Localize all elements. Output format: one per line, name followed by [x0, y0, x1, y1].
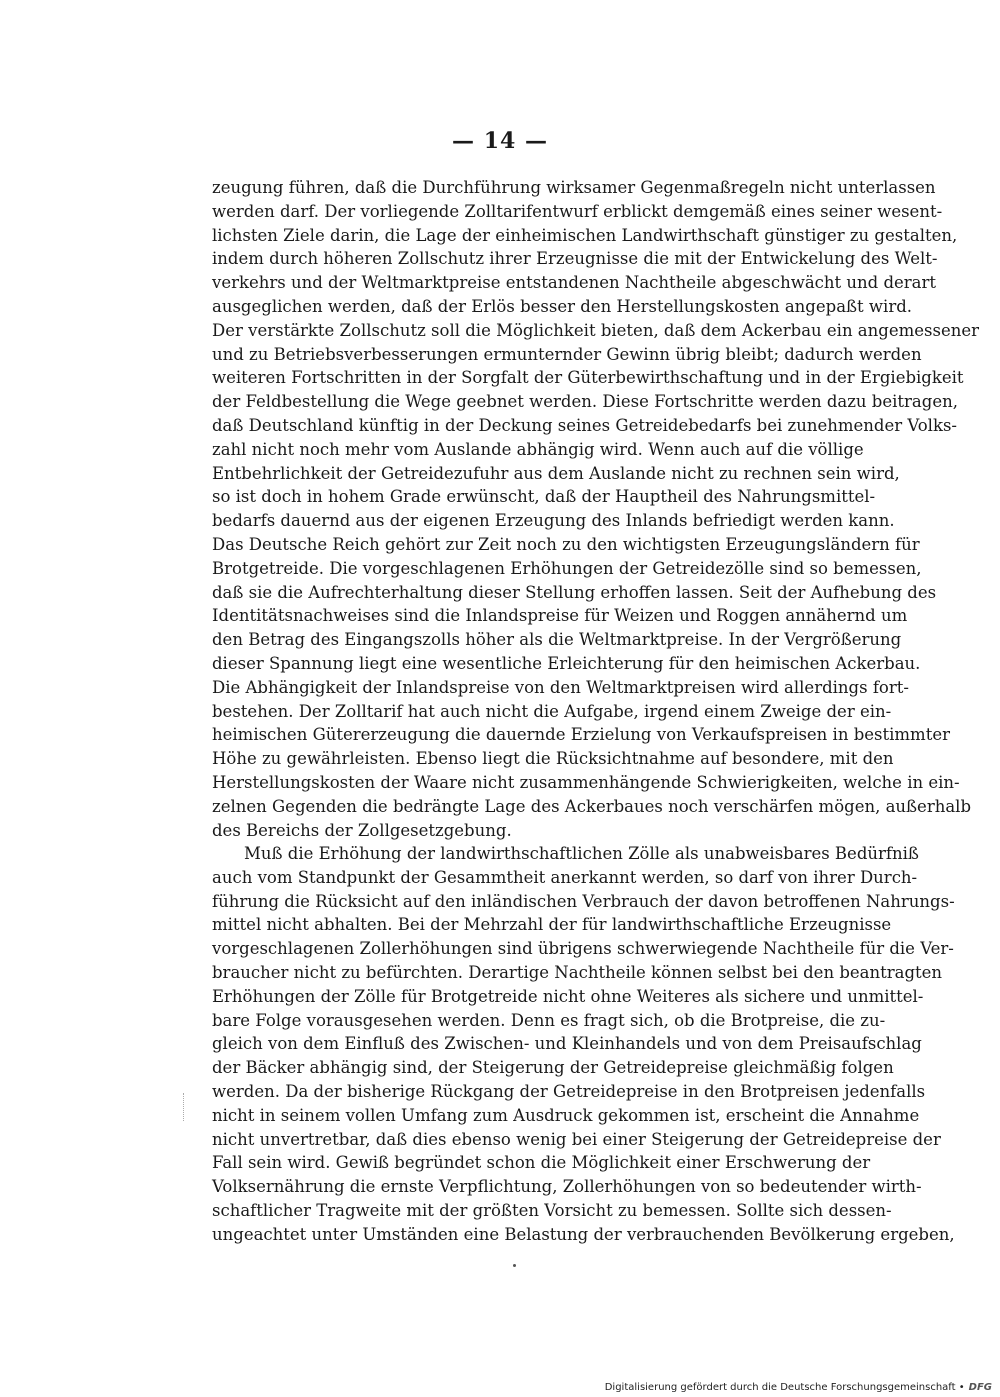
margin-mark: [183, 1093, 186, 1121]
text-line: indem durch höheren Zollschutz ihrer Erzeugnisse die mit der Entwickelung des Welt-: [212, 249, 938, 269]
text-line: Volksernährung die ernste Verpflichtung, Zollerhöhungen von so bedeutender wirth-: [212, 1177, 922, 1197]
text-line: und zu Betriebsverbesserungen ermunternder Gewinn übrig bleibt; dadurch werden: [212, 344, 922, 364]
text-line: Muß die Erhöhung der landwirthschaftlichen Zölle als unabweisbares Bedürfniß: [244, 844, 919, 863]
text-line: braucher nicht zu befürchten. Derartige Nachtheile können selbst bei den beantragten: [212, 962, 943, 982]
text-line: zeugung führen, daß die Durchführung wirksamer Gegenmaßregeln nicht unterlassen: [212, 178, 936, 197]
text-line: Fall sein wird. Gewiß begründet schon die Möglichkeit einer Erschwerung der: [212, 1153, 871, 1173]
text-line: der Bäcker abhängig sind, der Steigerung der Getreidepreise gleichmäßig folgen: [212, 1058, 894, 1078]
text-line: der Feldbestellung die Wege geebnet werden. Diese Fortschritte werden dazu beitragen,: [212, 392, 958, 412]
text-line: Erhöhungen der Zölle für Brotgetreide nicht ohne Weiteres als sichere und unmittel-: [212, 986, 924, 1006]
text-line: Brotgetreide. Die vorgeschlagenen Erhöhungen der Getreidezölle sind so bemessen,: [212, 558, 922, 578]
paragraph-2: [212, 842, 955, 1247]
text-line: schaftlicher Tragweite mit der größten Vorsicht zu bemessen. Sollte sich dessen-: [212, 1200, 892, 1220]
digitization-note: Digitalisierung gefördert durch die Deutsche Forschungsgemeinschaft •: [604, 1382, 965, 1393]
text-line: führung die Rücksicht auf den inländischen Verbrauch der davon betroffenen Nahrungs-: [212, 891, 955, 911]
paragraph-1: [212, 176, 979, 842]
text-line: daß sie die Aufrechterhaltung dieser Stellung erhoffen lassen. Seit der Aufhebung des: [212, 582, 937, 602]
text-line: auch vom Standpunkt der Gesammtheit anerkannt werden, so darf von ihrer Durch-: [212, 867, 918, 887]
text-line: so ist doch in hohem Grade erwünscht, daß der Hauptheil des Nahrungsmittel-: [212, 487, 876, 507]
text-line: zahl nicht noch mehr vom Auslande abhängig wird. Wenn auch auf die völlige: [212, 439, 864, 459]
text-line: ungeachtet unter Umständen eine Belastung der verbrauchenden Bevölkerung ergeben,: [212, 1224, 955, 1244]
text-line: zelnen Gegenden die bedrängte Lage des Ackerbaues noch verschärfen mögen, außerhalb: [212, 796, 972, 816]
text-line: bare Folge vorausgesehen werden. Denn es fragt sich, ob die Brotpreise, die zu-: [212, 1010, 886, 1030]
text-line: ausgeglichen werden, daß der Erlös besser den Herstellungskosten angepaßt wird.: [212, 296, 913, 316]
text-line: dieser Spannung liegt eine wesentliche Erleichterung für den heimischen Ackerbau.: [212, 653, 921, 673]
digitization-footer: [605, 1382, 992, 1393]
text-line: gleich von dem Einfluß des Zwischen- und Kleinhandels und von dem Preisaufschlag: [212, 1034, 922, 1054]
text-line: heimischen Gütererzeugung die dauernde Erzielung von Verkaufspreisen in bestimmter: [212, 725, 950, 745]
text-line: Das Deutsche Reich gehört zur Zeit noch zu den wichtigsten Erzeugungsländern für: [212, 534, 920, 554]
text-line: Höhe zu gewährleisten. Ebenso liegt die Rücksichtnahme auf besondere, mit den: [212, 749, 894, 769]
text-line: bedarfs dauernd aus der eigenen Erzeugung des Inlands befriedigt werden kann.: [212, 511, 895, 531]
dfg-logo: DFG: [968, 1382, 992, 1393]
text-line: Entbehrlichkeit der Getreidezufuhr aus dem Auslande nicht zu rechnen sein wird,: [212, 463, 900, 483]
text-line: verkehrs und der Weltmarktpreise entstandenen Nachtheile abgeschwächt und derart: [212, 273, 937, 293]
print-dot: [513, 1264, 516, 1267]
text-line: des Bereichs der Zollgesetzgebung.: [212, 820, 512, 840]
text-line: werden. Da der bisherige Rückgang der Getreidepreise in den Brotpreisen jedenfalls: [212, 1081, 926, 1101]
page-number: — 14 —: [452, 128, 548, 154]
text-line: mittel nicht abhalten. Bei der Mehrzahl der für landwirthschaftliche Erzeugnisse: [212, 915, 892, 935]
text-line: den Betrag des Eingangszolls höher als die Weltmarktpreise. In der Vergrößerung: [212, 630, 902, 650]
text-line: lichsten Ziele darin, die Lage der einheimischen Landwirthschaft günstiger zu gestalten,: [212, 225, 958, 245]
text-line: weiteren Fortschritten in der Sorgfalt der Güterbewirthschaftung und in der Ergiebigkeit: [212, 368, 964, 388]
text-line: Herstellungskosten der Waare nicht zusammenhängende Schwierigkeiten, welche in ein-: [212, 772, 960, 792]
text-line: Die Abhängigkeit der Inlandspreise von den Weltmarktpreisen wird allerdings fort-: [212, 677, 909, 697]
text-line: Der verstärkte Zollschutz soll die Möglichkeit bieten, daß dem Ackerbau ein angemessener: [212, 320, 979, 340]
text-line: nicht unvertretbar, daß dies ebenso wenig bei einer Steigerung der Getreidepreise der: [212, 1129, 941, 1149]
text-line: vorgeschlagenen Zollerhöhungen sind übrigens schwerwiegende Nachtheile für die Ver-: [212, 939, 954, 959]
text-line: Identitätsnachweises sind die Inlandspreise für Weizen und Roggen annähernd um: [212, 606, 908, 626]
text-line: werden darf. Der vorliegende Zolltarifentwurf erblickt demgemäß eines seiner wesent-: [212, 201, 943, 221]
text-line: bestehen. Der Zolltarif hat auch nicht die Aufgabe, irgend einem Zweige der ein-: [212, 701, 892, 721]
text-line: daß Deutschland künftig in der Deckung seines Getreidebedarfs bei zunehmender Volks-: [212, 415, 957, 435]
text-line: nicht in seinem vollen Umfang zum Ausdruck gekommen ist, erscheint die Annahme: [212, 1105, 920, 1125]
